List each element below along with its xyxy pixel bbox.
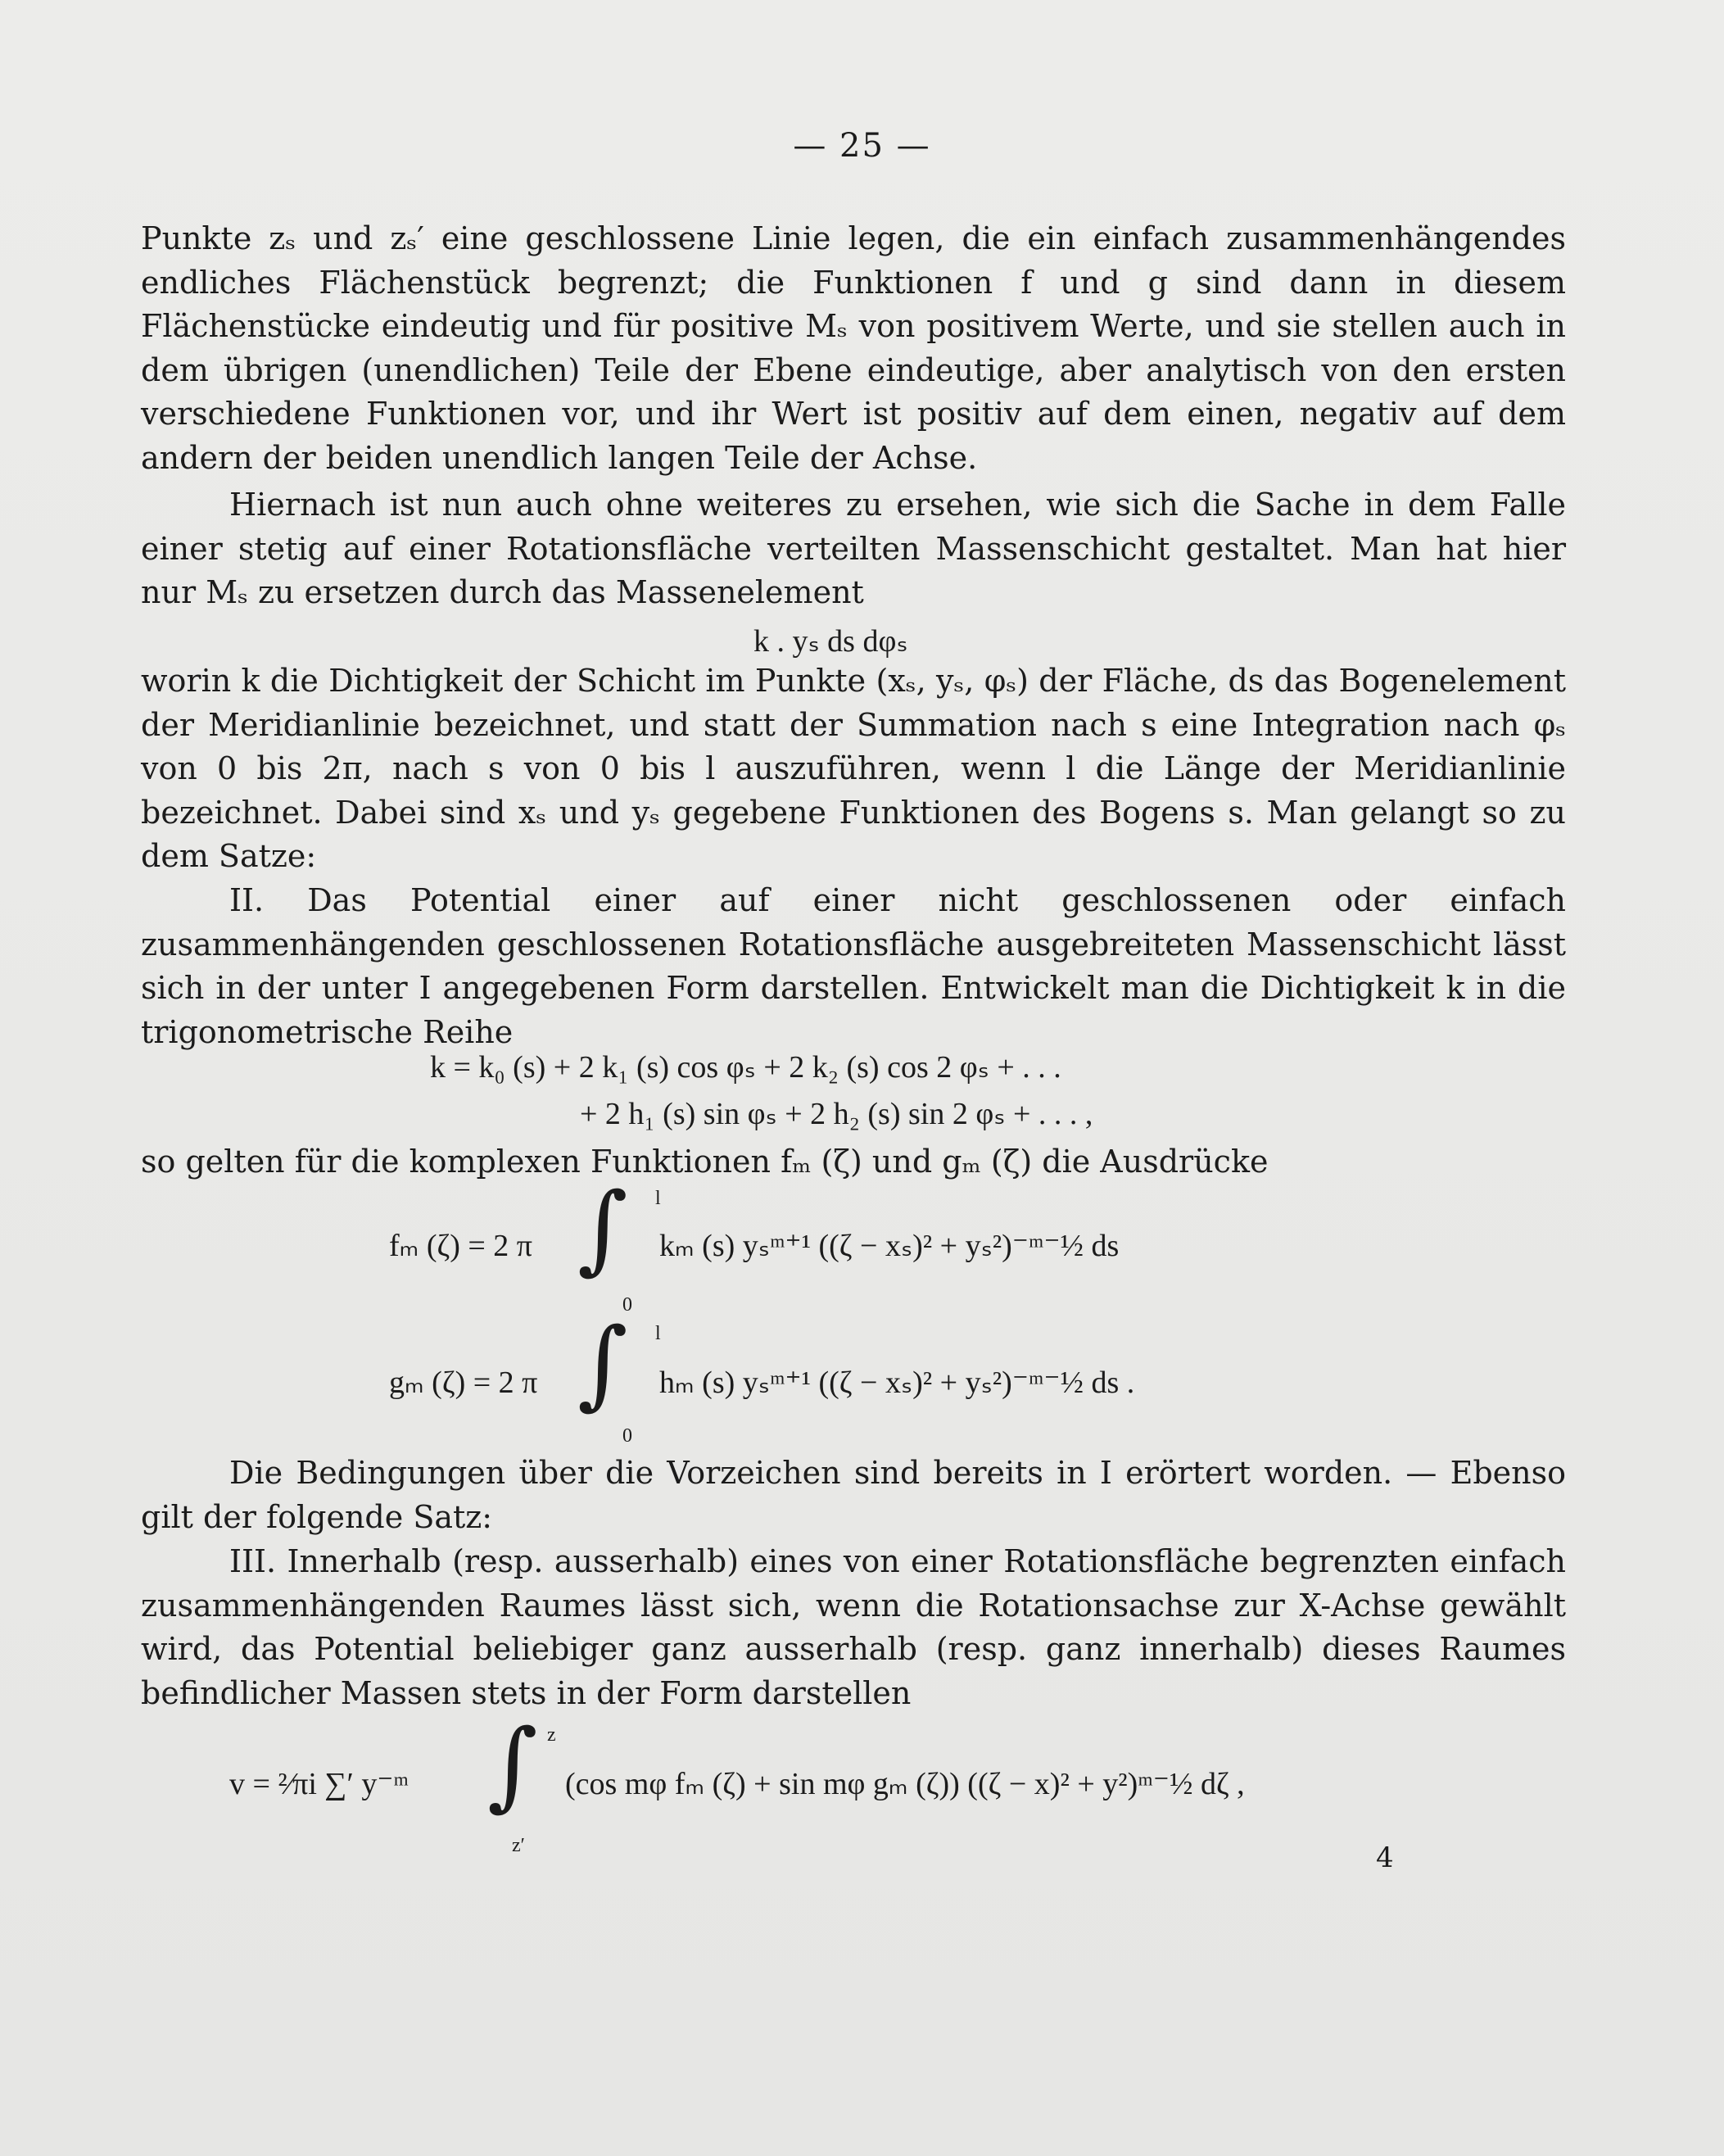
paragraph-7: III. Innerhalb (resp. ausserhalb) eines von einer Rotationsfläche begrenzten einfach zusammenhängenden Raumes lässt sich, wenn die Rotationsachse zur X-Achse gewählt wird, das Potential beliebiger ganz ausserhalb (resp. ganz innerhalb) dieses Raumes befindlicher Massen stets in der Form darstellen	[141, 1543, 1566, 1711]
equation-f-lhs: fₘ (ζ) = 2 π	[389, 1229, 532, 1263]
equation-k-series-line2: + 2 h₁ (s) sin φₛ + 2 h₂ (s) sin 2 φₛ + . . . ,	[580, 1097, 1093, 1131]
paragraph-6: Die Bedingungen über die Vorzeichen sind bereits in I erörtert worden. — Ebenso gilt der folgende Satz:	[141, 1455, 1566, 1535]
equation-g-lower-limit: 0	[622, 1425, 632, 1447]
equation-v-lower-limit: z′	[512, 1835, 525, 1856]
integral-sign-f: ∫	[577, 1171, 628, 1284]
integral-sign-g: ∫	[577, 1307, 628, 1420]
equation-v-integrand: (cos mφ fₘ (ζ) + sin mφ gₘ (ζ)) ((ζ − x)² + y²)ᵐ⁻½ dζ ,	[565, 1767, 1245, 1801]
integral-sign-v: ∫	[487, 1708, 538, 1821]
equation-g-lhs: gₘ (ζ) = 2 π	[389, 1366, 538, 1400]
paragraph-3: worin k die Dichtigkeit der Schicht im Punkte (xₛ, yₛ, φₛ) der Fläche, ds das Bogenelement der Meridianlinie bezeichnet, und statt der Summation nach s eine Integration nach φₛ von 0 bis 2π, nach s von 0 bis l auszuführen, wenn l die Länge der Meridianlinie bezeichnet. Dabei sind xₛ und yₛ gegebene Funktionen des Bogens s. Man gelangt so zu dem Satze:	[141, 663, 1566, 875]
paragraph-4: II. Das Potential einer auf einer nicht geschlossenen oder einfach zusammenhängenden geschlossenen Rotationsfläche ausgebreiteten Massenschicht lässt sich in der unter I angegebenen Form darstellen. Entwickelt man die Dichtigkeit k in die trigonometrische Reihe	[141, 882, 1566, 1050]
equation-f-upper-limit: l	[655, 1188, 661, 1209]
equation-v-upper-limit: z	[547, 1724, 556, 1746]
equation-f-lower-limit: 0	[622, 1294, 632, 1316]
paragraph-1: Punkte zₛ und zₛ′ eine geschlossene Linie legen, die ein einfach zusammenhängendes endliches Flächenstück begrenzt; die Funktionen f und g sind dann in diesem Flächenstücke eindeutig und für positive Mₛ von positivem Werte, und sie stellen auch in dem übrigen (unendlichen) Teile der Ebene eindeutige, aber analytisch von den ersten verschiedene Funktionen vor, und ihr Wert ist positiv auf dem einen, negativ auf dem andern der beiden unendlich langen Teile der Achse.	[141, 220, 1566, 476]
equation-k-series-line1: k = k₀ (s) + 2 k₁ (s) cos φₛ + 2 k₂ (s) cos 2 φₛ + . . .	[430, 1050, 1061, 1085]
page-number: — 25 —	[793, 127, 931, 165]
equation-g-upper-limit: l	[655, 1323, 661, 1344]
paragraph-2: Hiernach ist nun auch ohne weiteres zu ersehen, wie sich die Sache in dem Falle einer stetig auf einer Rotationsfläche verteilten Massenschicht gestaltet. Man hat hier nur Mₛ zu ersetzen durch das Massenelement	[141, 487, 1566, 611]
equation-v-lhs: v = ²⁄πi ∑′ y⁻ᵐ	[229, 1767, 409, 1801]
equation-mass-element: k . yₛ ds dφₛ	[753, 624, 908, 659]
equation-g-integrand: hₘ (s) yₛᵐ⁺¹ ((ζ − xₛ)² + yₛ²)⁻ᵐ⁻½ ds .	[659, 1366, 1135, 1400]
signature-mark: 4	[1376, 1841, 1394, 1874]
paragraph-5: so gelten für die komplexen Funktionen fₘ (ζ) und gₘ (ζ) die Ausdrücke	[141, 1144, 1269, 1180]
equation-f-integrand: kₘ (s) yₛᵐ⁺¹ ((ζ − xₛ)² + yₛ²)⁻ᵐ⁻½ ds	[659, 1229, 1120, 1263]
